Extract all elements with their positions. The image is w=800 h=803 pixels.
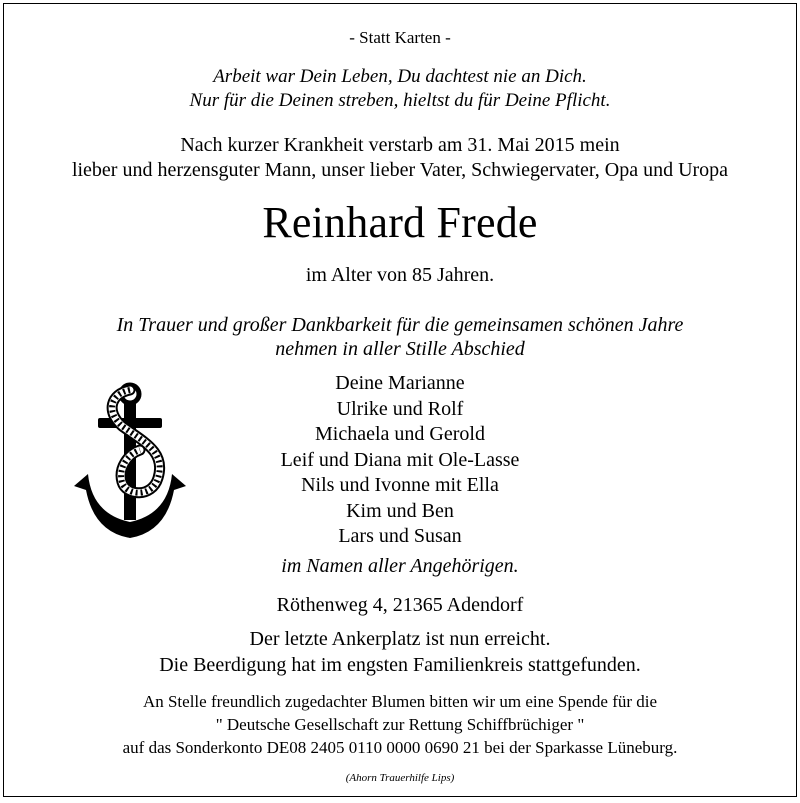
mourner-line: Michaela und Gerold [315,423,485,445]
statt-karten-header: - Statt Karten - [349,28,451,47]
mourner-line: Deine Marianne [335,372,465,394]
announcement-line-2: lieber und herzensguter Mann, unser lieber Vater, Schwiegervater, Opa und Uropa [71,159,729,181]
mourner-line: Lars und Susan [338,525,462,547]
donation-line-2: " Deutsche Gesellschaft zur Rettung Schiffbrüchiger " [215,715,585,734]
motto-line-1: Arbeit war Dein Leben, Du dachtest nie an Dich. [213,66,587,87]
donation-line-1: An Stelle freundlich zugedachter Blumen bitten wir um eine Spende für die [142,692,658,711]
announcement-line-1: Nach kurzer Krankheit verstarb am 31. Mai 2015 mein [180,134,620,156]
mourner-line: Ulrike und Rolf [336,397,464,420]
farewell-line-1: In Trauer und großer Dankbarkeit für die gemeinsamen schönen Jahre [116,314,684,336]
mourners-list [4,371,796,550]
address-line: Röthenweg 4, 21365 Adendorf [276,594,524,616]
farewell-line-2: nehmen in aller Stille Abschied [275,338,525,360]
closing-line-1: Der letzte Ankerplatz ist nun erreicht. [249,628,551,650]
donation-line-3: auf das Sonderkonto DE08 2405 0110 0000 0690 21 bei der Sparkasse Lüneburg. [122,738,678,757]
on-behalf-line: im Namen aller Angehörigen. [281,555,519,577]
mourner-line: Nils und Ivonne mit Ella [301,474,499,496]
closing-line-2: Die Beerdigung hat im engsten Familienkreis stattgefunden. [159,654,641,676]
mourner-line: Kim und Ben [346,499,454,522]
obituary-card [3,3,797,797]
mourner-line: Leif und Diana mit Ole-Lasse [280,448,520,471]
undertaker-credit: (Ahorn Trauerhilfe Lips) [345,772,455,784]
age-line: im Alter von 85 Jahren. [305,264,495,286]
deceased-name: Reinhard Frede [262,198,538,247]
motto-line-2: Nur für die Deinen streben, hieltst du für Deine Pflicht. [189,90,611,111]
